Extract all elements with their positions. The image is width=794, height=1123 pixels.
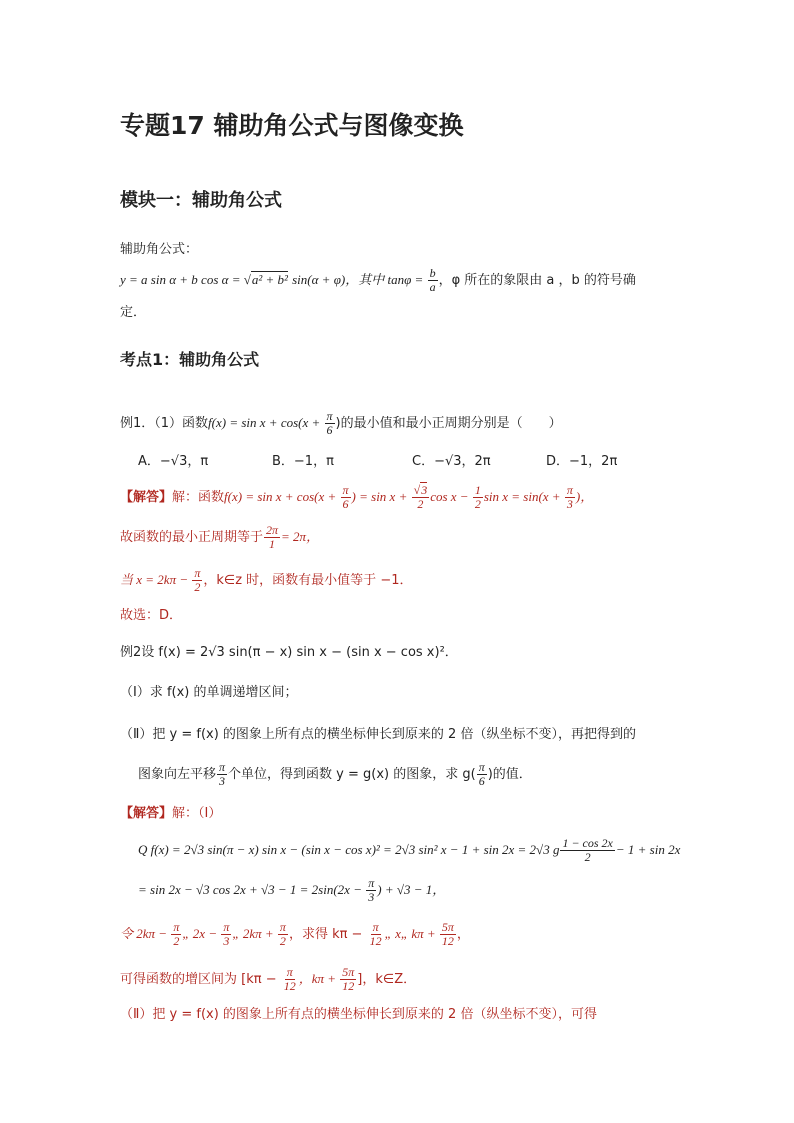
answer-tag: 【解答】 bbox=[120, 806, 173, 821]
period-fraction: $\frac{2\pi}{1}$ bbox=[266, 523, 279, 551]
ex1-answer bbox=[120, 480, 593, 515]
period-text: 故函数的最小正周期等于 bbox=[120, 530, 264, 545]
ex1-choose: 故选：D． bbox=[120, 608, 183, 623]
interval-pre: 可得函数的增区间为 [kπ − bbox=[120, 972, 281, 987]
option-a: A．−√3，π bbox=[138, 454, 209, 469]
ling-line bbox=[120, 917, 470, 952]
ex2-part2a: （Ⅱ）把 y = f(x) 的图象上所有点的横坐标伸长到原来的 2 倍（纵坐标不变），再把得到的 bbox=[120, 727, 636, 742]
module-heading: 模块一：辅助角公式 bbox=[120, 190, 282, 211]
ling-pre: 令 2kπ − bbox=[120, 926, 171, 941]
answer-text: 解：（Ⅰ） bbox=[172, 806, 222, 821]
interval-post: ]，k∈Z． bbox=[357, 972, 417, 987]
calc2-pre: = sin 2x − √3 cos 2x + √3 − 1 = 2sin(2x − bbox=[138, 882, 366, 897]
formula-rhs: sin(α + φ)，其中 tanφ = bbox=[292, 272, 427, 287]
page-title: 专题17 辅助角公式与图像变换 bbox=[120, 111, 464, 140]
cos-fraction: $\frac{1 - \cos 2x}{2}$ bbox=[562, 836, 613, 864]
option-b: B．−1，π bbox=[272, 454, 334, 469]
5pi-12-fraction: $\frac{5\pi}{12}$ bbox=[342, 965, 355, 993]
intro-tail2: 定． bbox=[120, 305, 147, 320]
ex2-answer bbox=[120, 804, 221, 824]
pi-3-fraction: $\frac{\pi}{3}$ bbox=[566, 483, 573, 511]
calc1-pre: Q f(x) = 2√3 sin(π − x) sin x − (sin x − cos x)² = 2√3 sin² x − 1 + sin 2x = 2√3 g bbox=[138, 842, 560, 857]
pi-3-fraction: $\frac{\pi}{3}$ bbox=[368, 876, 375, 904]
pi-12-fraction: $\frac{\pi}{12}$ bbox=[283, 965, 296, 993]
ex1-question-tail: )的最小值和最小正周期分别是（ ） bbox=[335, 416, 562, 431]
min-post: ，k∈z 时，函数有最小值等于 −1． bbox=[203, 573, 413, 588]
min-pre: 当 x = 2kπ − bbox=[120, 572, 192, 587]
p2b-post: )的值． bbox=[487, 767, 532, 782]
pi-2-fraction: $\frac{\pi}{2}$ bbox=[194, 566, 201, 594]
ans-f3: cos x − bbox=[430, 489, 472, 504]
section-heading: 考点1：辅助角公式 bbox=[120, 350, 260, 369]
intro-tail: ，φ 所在的象限由 a ，b 的符号确 bbox=[438, 273, 636, 288]
ex2-question: 例2设 f(x) = 2√3 sin(π − x) sin x − (sin x − cos x)²． bbox=[120, 645, 458, 660]
5pi-12-fraction: $\frac{5\pi}{12}$ bbox=[441, 920, 454, 948]
pi-6-fraction: $\frac{\pi}{6}$ bbox=[342, 483, 349, 511]
ling-e: ， bbox=[456, 927, 470, 942]
calc1-post: − 1 + sin 2x bbox=[615, 842, 681, 857]
answer-tag: 【解答】 bbox=[120, 490, 173, 505]
calc-line-1 bbox=[138, 833, 680, 868]
pi-3-fraction: $\frac{\pi}{3}$ bbox=[219, 760, 226, 788]
option-d: D．−1，2π bbox=[546, 454, 618, 469]
ex1-min bbox=[120, 563, 412, 598]
ex1-question bbox=[120, 408, 562, 439]
tan-fraction: $\frac{b}{a}$ bbox=[429, 266, 436, 294]
pi-6-fraction: $\frac{\pi}{6}$ bbox=[478, 760, 485, 788]
p2b-mid: 个单位，得到函数 y = g(x) 的图象，求 g( bbox=[228, 767, 476, 782]
period-result: = 2π， bbox=[281, 529, 320, 544]
ex2-part1: （Ⅰ）求 f(x) 的单调递增区间； bbox=[120, 685, 298, 700]
option-c: C．−√3，2π bbox=[412, 454, 491, 469]
ling-c: ，求得 kπ − bbox=[288, 927, 367, 942]
ans-f2: ) = sin x + bbox=[351, 489, 411, 504]
pi-12-fraction: $\frac{\pi}{12}$ bbox=[369, 920, 382, 948]
interval-line bbox=[120, 962, 416, 997]
ex1-func: f(x) = sin x + cos(x + bbox=[208, 415, 324, 430]
p2b-pre: 图象向左平移 bbox=[138, 767, 217, 782]
pi-3-fraction: $\frac{\pi}{3}$ bbox=[223, 920, 230, 948]
formula-lhs: y = a sin α + b cos α = bbox=[120, 272, 244, 287]
answer-text: 解：函数 bbox=[172, 490, 225, 505]
ex2-part2-answer: （Ⅱ）把 y = f(x) 的图象上所有点的横坐标伸长到原来的 2 倍（纵坐标不变），可得 bbox=[120, 1007, 597, 1022]
ling-d: „ x„ kπ + bbox=[384, 926, 439, 941]
pi-2-fraction: $\frac{\pi}{2}$ bbox=[279, 920, 286, 948]
one-half-fraction: $\frac{1}{2}$ bbox=[474, 483, 481, 511]
ans-f1: f(x) = sin x + cos(x + bbox=[224, 489, 340, 504]
calc2-post: ) + √3 − 1， bbox=[377, 882, 446, 897]
ex1-period bbox=[120, 520, 319, 555]
intro-label: 辅助角公式： bbox=[120, 242, 199, 257]
ex1-label: 例1．（1）函数 bbox=[120, 416, 209, 431]
ling-b: „ 2kπ + bbox=[232, 926, 277, 941]
sqrt3-2-fraction: $\frac{√3}{2}$ bbox=[413, 483, 428, 511]
ans-f4: sin x = sin(x + bbox=[483, 489, 564, 504]
ex2-part2b bbox=[138, 758, 532, 792]
interval-mid: ，kπ + bbox=[298, 971, 340, 986]
ling-a: „ 2x − bbox=[182, 926, 221, 941]
sqrt-content: a² + b² bbox=[251, 272, 288, 287]
pi-6-fraction: $\frac{\pi}{6}$ bbox=[326, 409, 333, 437]
intro-formula: y = a sin α + b cos α = √a² + b² sin(α + φ)，其中 tanφ = $\frac{b}{a}$ ，φ 所在的象限由 a ，b 的符号确 bbox=[120, 266, 636, 294]
calc-line-2 bbox=[138, 873, 445, 908]
ans-f5: )， bbox=[575, 489, 594, 504]
pi-2-fraction: $\frac{\pi}{2}$ bbox=[173, 920, 180, 948]
